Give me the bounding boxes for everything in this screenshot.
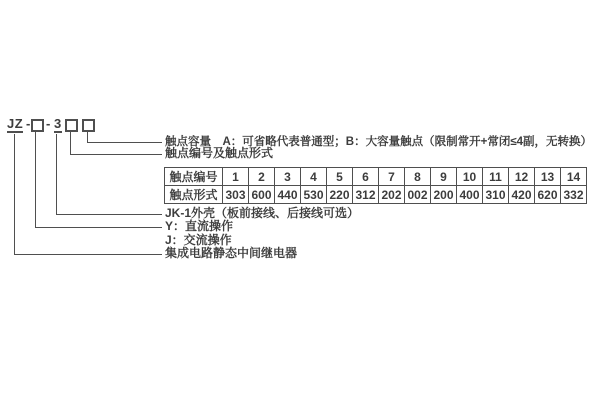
model-series: JZ [7, 116, 24, 131]
contact-form-cell: 440 [275, 186, 301, 204]
contact-form-cell: 332 [561, 186, 587, 204]
contact-form-cell: 530 [301, 186, 327, 204]
model-separator-2: - [46, 116, 51, 131]
ac-operation-label: J：交流操作 [165, 233, 232, 247]
contact-form-cell: 220 [327, 186, 353, 204]
contact-form-cell: 620 [535, 186, 561, 204]
contact-numbering-label: 触点编号及触点形式 [165, 146, 274, 160]
product-name-label: 集成电路静态中间继电器 [165, 246, 298, 260]
dc-operation-label: Y：直流操作 [165, 219, 234, 233]
contact-form-cell: 600 [249, 186, 275, 204]
enclosure-label: JK-1外壳（板前接线、后接线可选） [165, 206, 360, 220]
contact-form-cell: 303 [223, 186, 249, 204]
contact-number-cell: 6 [353, 168, 379, 186]
contact-number-cell: 7 [379, 168, 405, 186]
contact-number-cell: 3 [275, 168, 301, 186]
contact-form-cell: 002 [405, 186, 431, 204]
contact-number-row [165, 168, 587, 186]
contact-form-cell: 202 [379, 186, 405, 204]
connector-product-line [14, 134, 162, 255]
contact-form-cell: 420 [509, 186, 535, 204]
contact-number-cell: 5 [327, 168, 353, 186]
contact-number-cell: 4 [301, 168, 327, 186]
capacity-label: 触点容量 A：可省略代表普通型；B：大容量触点（限制常开+常闭≤4副，无转换） [165, 136, 593, 148]
contact-number-row-header: 触点编号 [165, 168, 223, 186]
contact-number-cell: 11 [483, 168, 509, 186]
contact-number-cell: 13 [535, 168, 561, 186]
contact-form-row-header: 触点形式 [165, 186, 223, 204]
contact-form-table [164, 167, 587, 204]
contact-form-cell: 400 [457, 186, 483, 204]
contact-number-cell: 9 [431, 168, 457, 186]
contact-number-cell: 8 [405, 168, 431, 186]
contact-form-cell: 200 [431, 186, 457, 204]
contact-form-cell: 312 [353, 186, 379, 204]
contact-form-cell: 310 [483, 186, 509, 204]
model-case-digit: 3 [54, 116, 62, 131]
contact-number-cell: 1 [223, 168, 249, 186]
contact-number-cell: 14 [561, 168, 587, 186]
contact-number-cell: 10 [457, 168, 483, 186]
contact-number-cell: 12 [509, 168, 535, 186]
contact-number-cell: 2 [249, 168, 275, 186]
contact-form-row [165, 186, 587, 204]
model-separator-1: - [26, 116, 31, 131]
